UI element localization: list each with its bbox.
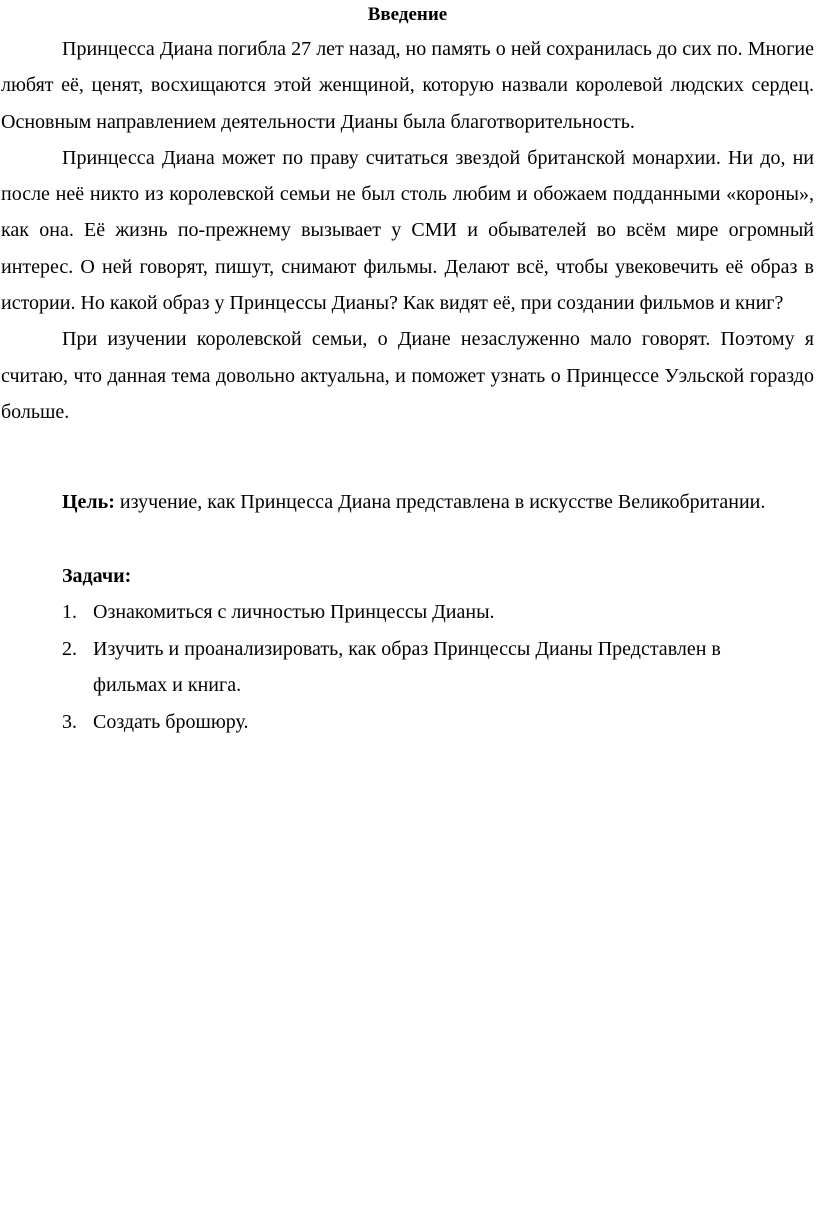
task-number: 1. [62,601,77,624]
task-text: Создать брошюру. [93,710,249,733]
tasks-heading: Задачи: [62,565,132,588]
intro-paragraph-2: Принцесса Диана может по праву считаться звездой британской монархии. Ни до, ни после неё никто из королевской семьи не был столь любим и обожаем подданными «короны», как она. Её жизнь по-прежнему вызывает у СМИ и обывателей во всём мире огромный интерес. О ней говорят, пишут, снимают фильмы. Делают всё, чтобы увековечить её образ в истории. Но какой образ у Принцессы Дианы? Как видят её, при создании фильмов и книг? [1,146,814,315]
intro-paragraph-3: При изучении королевской семьи, о Диане незаслуженно мало говорят. Поэтому я считаю, что данная тема довольно актуальна, и поможет узнать о Принцессе Уэльской гораздо больше. [1,328,814,423]
task-text: Изучить и проанализировать, как образ Принцессы Дианы Представлен в фильмах и книга. [93,637,721,697]
task-number: 3. [62,710,77,733]
task-item-2 [1,631,814,704]
task-number: 2. [62,637,77,660]
goal-label: Цель: [62,491,115,514]
intro-paragraph-1: Принцесса Диана погибла 27 лет назад, но память о ней сохранилась до сих по. Многие любят её, ценят, восхищаются этой женщиной, которую назвали королевой людских сердец. Основным направлением деятельности Дианы была благотворительность. [1,38,814,133]
task-item-1 [1,594,814,631]
task-item-3 [1,704,814,741]
tasks-list [1,594,814,740]
goal-statement [1,484,814,520]
goal-text: изучение, как Принцесса Диана представлена в искусстве Великобритании. [114,491,766,514]
task-text: Ознакомиться с личностью Принцессы Дианы. [93,601,495,624]
document-title: Введение [367,4,448,25]
